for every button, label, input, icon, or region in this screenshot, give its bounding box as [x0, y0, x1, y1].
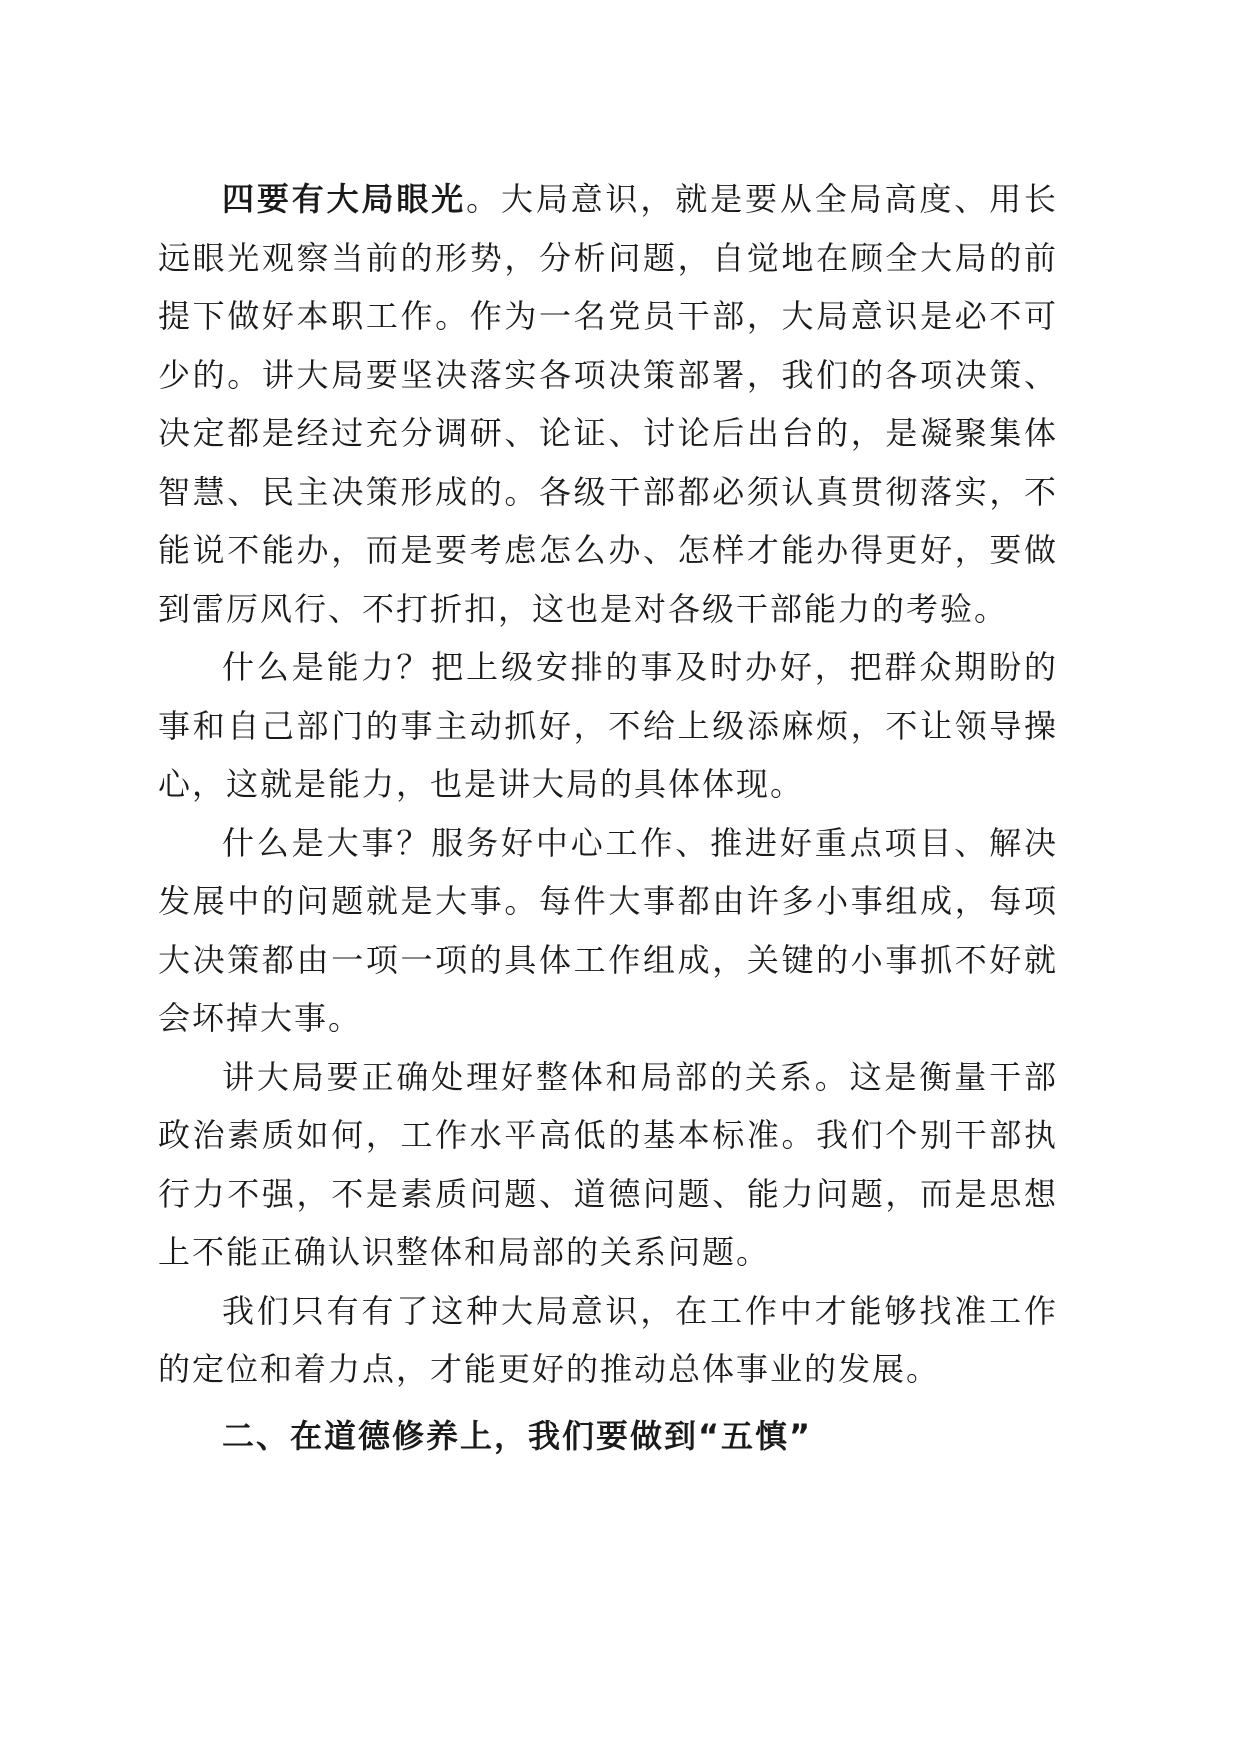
paragraph-conclusion: 我们只有有了这种大局意识，在工作中才能够找准工作的定位和着力点，才能更好的推动总体事业的发展。 [158, 1291, 1058, 1388]
paragraph-whole-and-part: 讲大局要正确处理好整体和局部的关系。这是衡量干部政治素质如何，工作水平高低的基本标准。我们个别干部执行力不强，不是素质问题、道德问题、能力问题，而是思想上不能正确认识整体和局部的关系问题。 [158, 1057, 1058, 1271]
paragraph-text: 。大局意识，就是要从全局高度、用长远眼光观察当前的形势，分析问题，自觉地在顾全大局的前提下做好本职工作。作为一名党员干部，大局意识是必不可少的。讲大局要坚决落实各项决策部署，我们的各项决策、决定都是经过充分调研、论证、讨论后出台的，是凝聚集体智慧、民主决策形成的。各级干部都必须认真贯彻落实，不能说不能办，而是要考虑怎么办、怎样才能办得更好，要做到雷厉风行、不打折扣，这也是对各级干部能力的考验。 [158, 180, 1058, 628]
section-heading: 二、在道德修养上，我们要做到“五慎” [222, 1416, 813, 1455]
paragraph-major-matters: 什么是大事？服务好中心工作、推进好重点项目、解决发展中的问题就是大事。每件大事都由许多小事组成，每项大决策都由一项一项的具体工作组成，关键的小事抓不好就会坏掉大事。 [158, 823, 1058, 1037]
document-page [158, 170, 1058, 1467]
paragraph-ability: 什么是能力？把上级安排的事及时办好，把群众期盼的事和自己部门的事主动抓好，不给上级添麻烦，不让领导操心，这就是能力，也是讲大局的具体体现。 [158, 648, 1058, 803]
paragraph-lead-title: 四要有大局眼光 [222, 180, 467, 218]
paragraph-big-picture [158, 170, 1058, 638]
